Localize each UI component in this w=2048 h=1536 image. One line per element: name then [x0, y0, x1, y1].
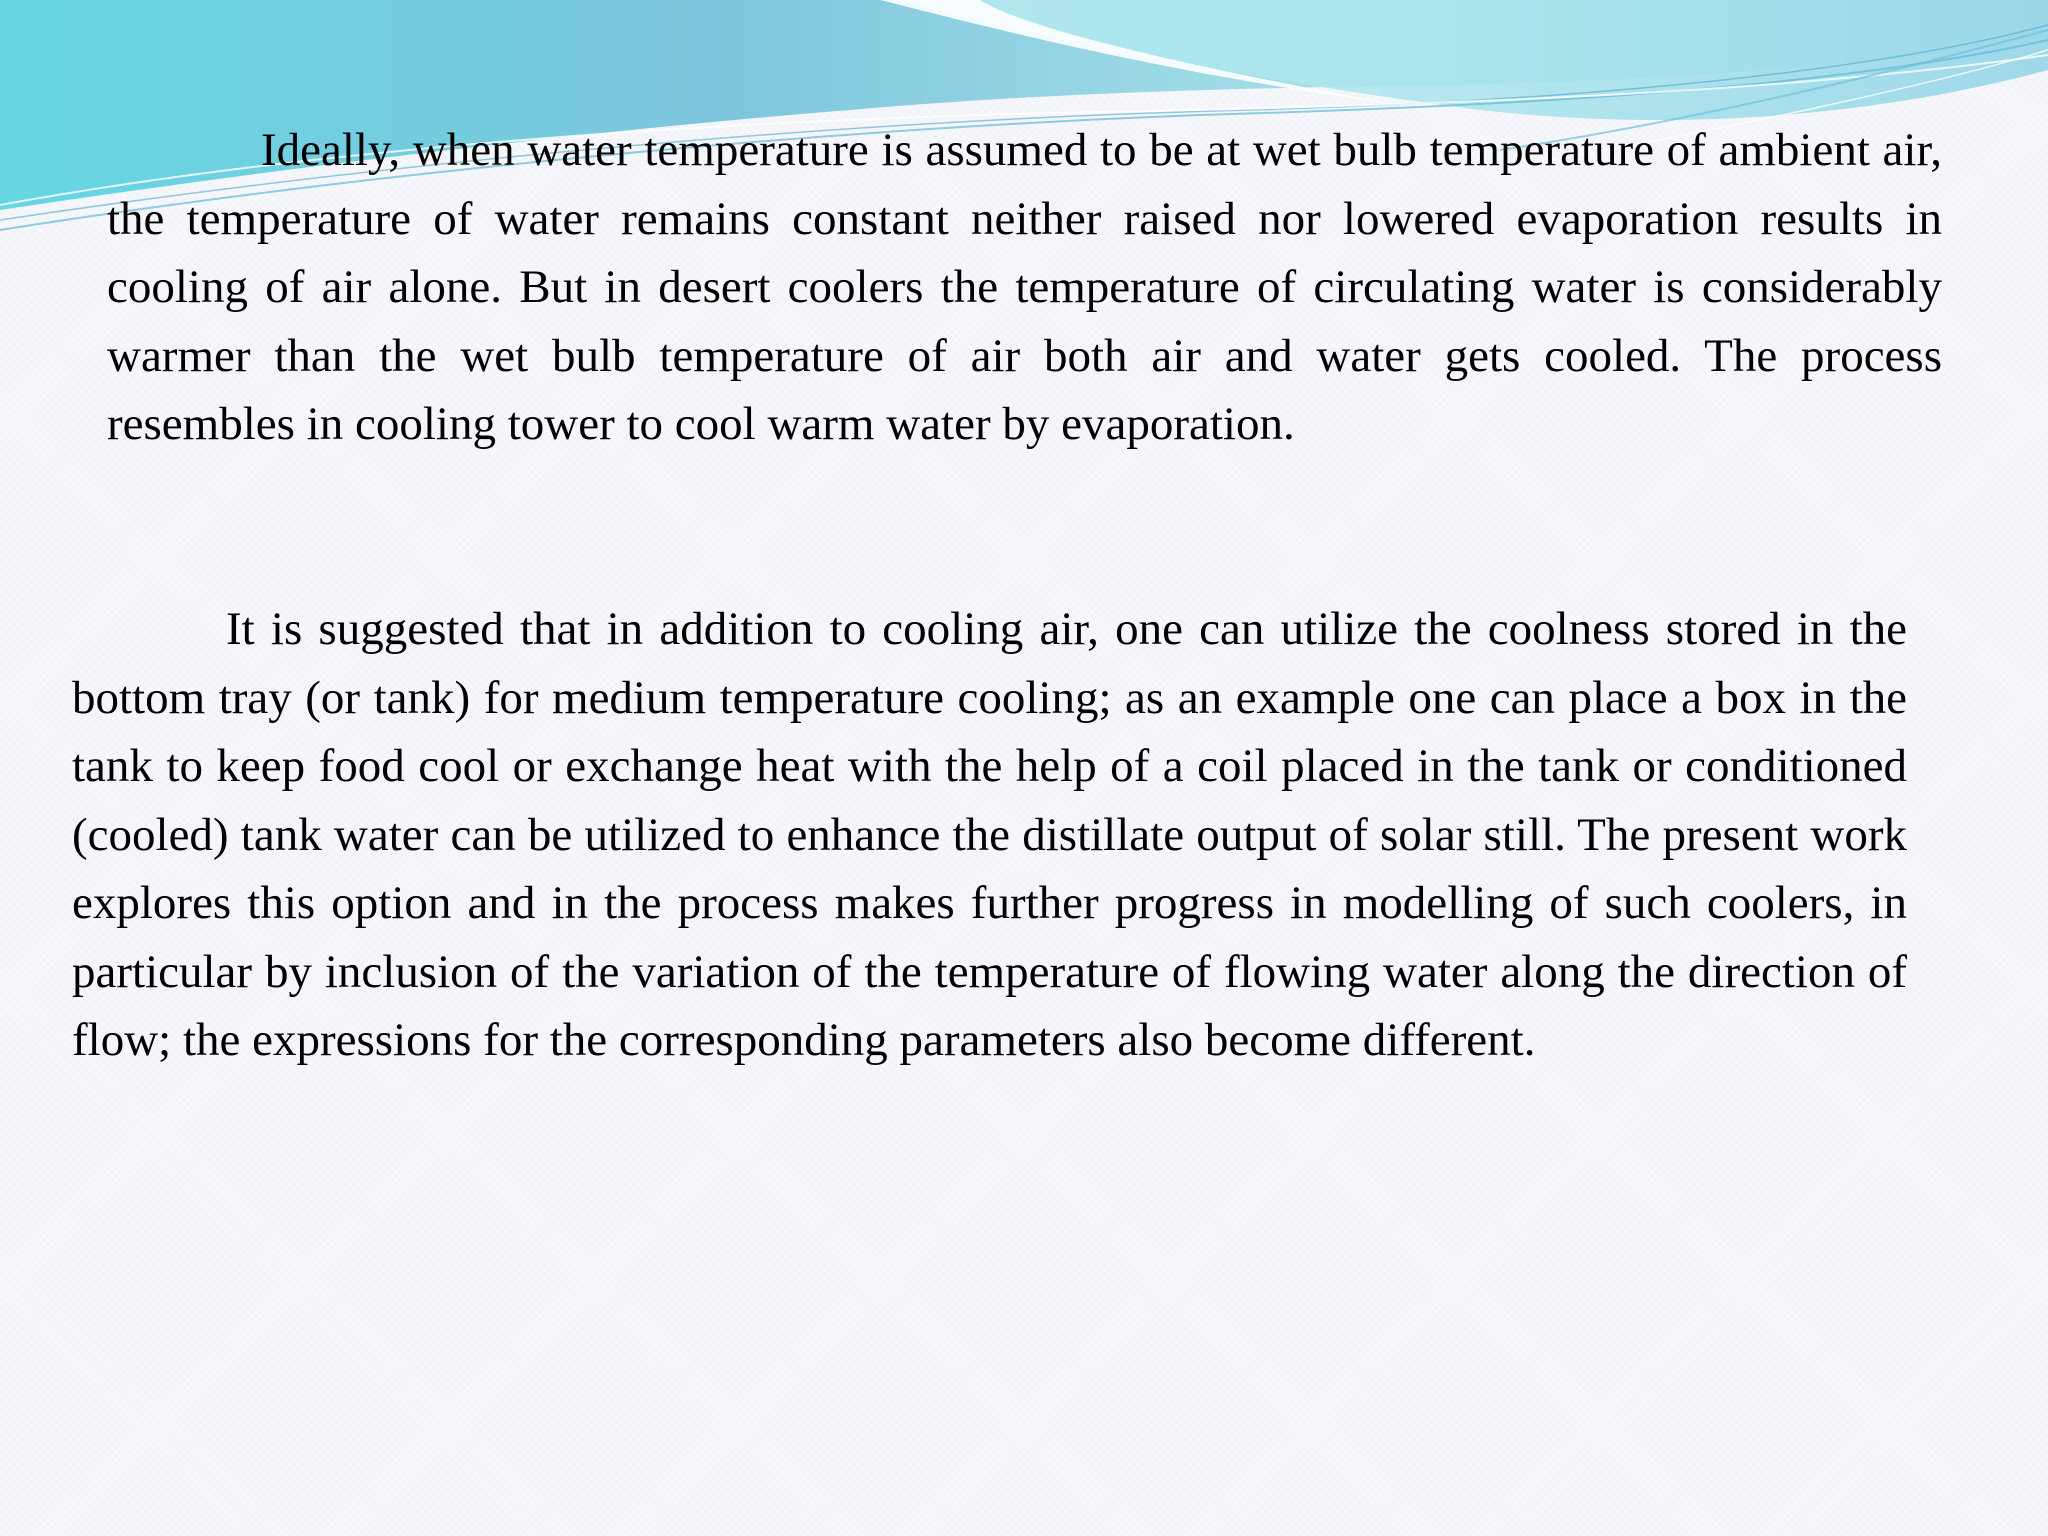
- paragraph-1: Ideally, when water temperature is assumed to be at wet bulb temperature of ambient air, the temperature of water remains constant neither raised nor lowered evaporation results in cooling of air alone. But in desert coolers the temperature of circulating water is considerably warmer than the wet bulb temperature of air both air and water gets cooled. The process resembles in cooling tower to cool warm water by evaporation.: [107, 124, 1942, 450]
- paragraph-2: It is suggested that in addition to cooling air, one can utilize the coolness stored in the bottom tray (or tank) for medium temperature cooling; as an example one can place a box in the tank to keep food cool or exchange heat with the help of a coil placed in the tank or conditioned (cooled) tank water can be utilized to enhance the distillate output of solar still. The present work explores this option and in the process makes further progress in modelling of such coolers, in particular by inclusion of the variation of the temperature of flowing water along the direction of flow; the expressions for the corresponding parameters also become different.: [72, 603, 1907, 1066]
